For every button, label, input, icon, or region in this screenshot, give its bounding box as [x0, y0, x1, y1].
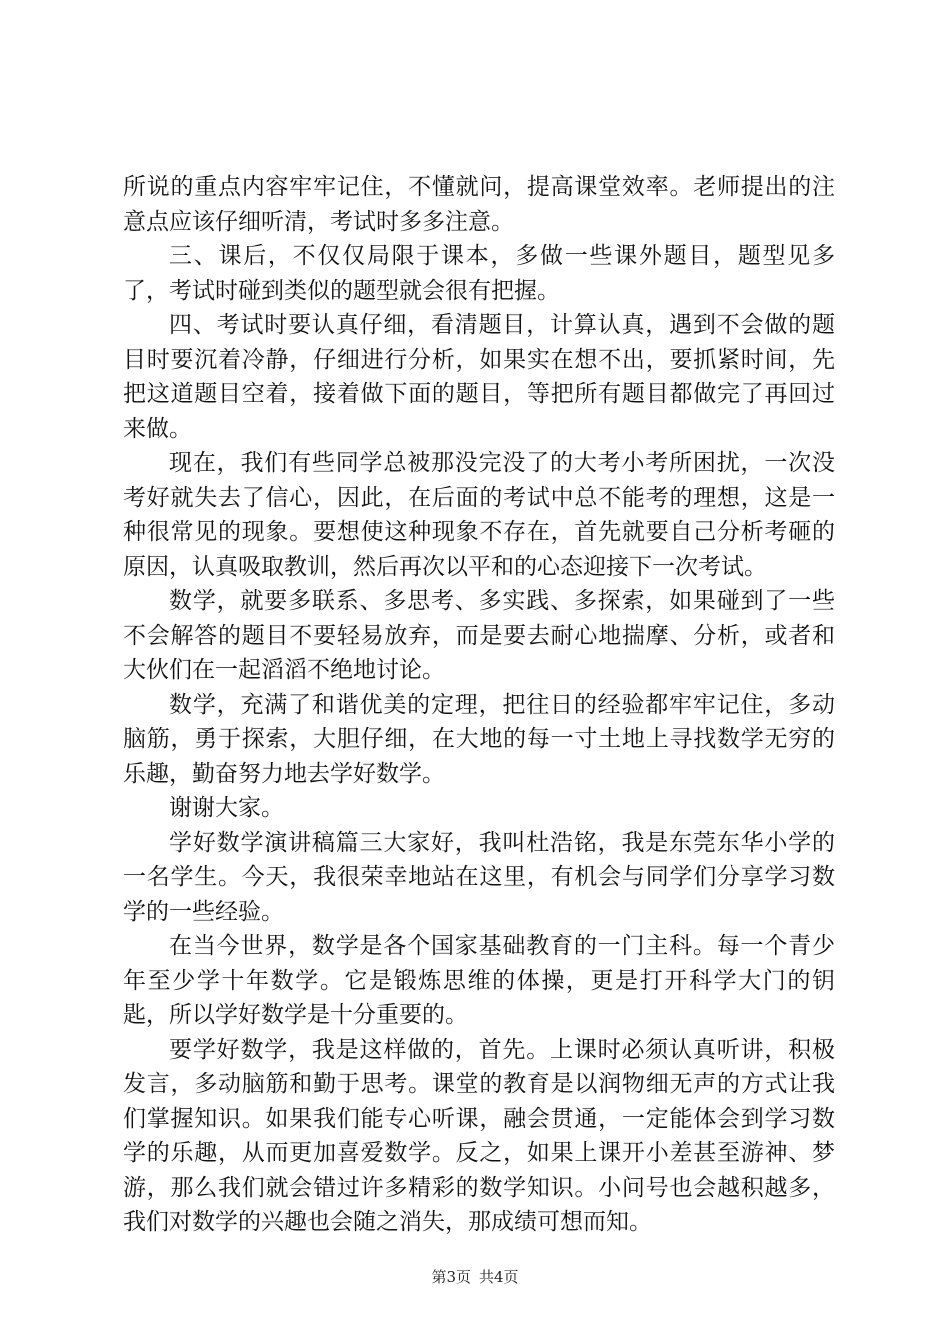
- paragraph: 四、考试时要认真仔细，看清题目，计算认真，遇到不会做的题目时要沉着冷静，仔细进行分析，如果实在想不出，要抓紧时间，先把这道题目空着，接着做下面的题目，等把所有题目都做完了再回过来做。: [123, 312, 835, 442]
- paragraph: 要学好数学，我是这样做的，首先。上课时必须认真听讲，积极发言，多动脑筋和勤于思考。课堂的教育是以润物细无声的方式让我们掌握知识。如果我们能专心听课，融会贯通，一定能体会到学习数学的乐趣，从而更加喜爱数学。反之，如果上课开小差甚至游神、梦游，那么我们就会错过许多精彩的数学知识。小问号也会越积越多，我们对数学的兴趣也会随之消失，那成绩可想而知。: [123, 1036, 835, 1235]
- page-footer: [0, 1267, 950, 1287]
- page-number-current: 第3页: [431, 1268, 471, 1286]
- document-body: [123, 170, 835, 1240]
- paragraph: 数学，充满了和谐优美的定理，把往日的经验都牢牢记住，多动脑筋，勇于探索，大胆仔细，在大地的每一寸土地上寻找数学无穷的乐趣，勤奋努力地去学好数学。: [123, 691, 835, 787]
- paragraph: 三、课后，不仅仅局限于课本，多做一些课外题目，题型见多了，考试时碰到类似的题型就会很有把握。: [123, 243, 835, 304]
- paragraph-continued: 所说的重点内容牢牢记住，不懂就问，提高课堂效率。老师提出的注意点应该仔细听清，考试时多多注意。: [123, 174, 835, 235]
- paragraph: 现在，我们有些同学总被那没完没了的大考小考所困扰，一次没考好就失去了信心，因此，在后面的考试中总不能考的理想，这是一种很常见的现象。要想使这种现象不存在，首先就要自己分析考砸的原因，认真吸取教训，然后再次以平和的心态迎接下一次考试。: [123, 450, 835, 580]
- paragraph-thanks: 谢谢大家。: [169, 795, 284, 821]
- page-number-total: 共4页: [479, 1268, 519, 1286]
- paragraph: 在当今世界，数学是各个国家基础教育的一门主科。每一个青少年至少学十年数学。它是锻炼思维的体操，更是打开科学大门的钥匙，所以学好数学是十分重要的。: [123, 933, 835, 1028]
- paragraph: 学好数学演讲稿篇三大家好，我叫杜浩铭，我是东莞东华小学的一名学生。今天，我很荣幸地站在这里，有机会与同学们分享学习数学的一些经验。: [123, 829, 835, 925]
- paragraph: 数学，就要多联系、多思考、多实践、多探索，如果碰到了一些不会解答的题目不要轻易放弃，而是要去耐心地揣摩、分析，或者和大伙们在一起滔滔不绝地讨论。: [123, 588, 835, 683]
